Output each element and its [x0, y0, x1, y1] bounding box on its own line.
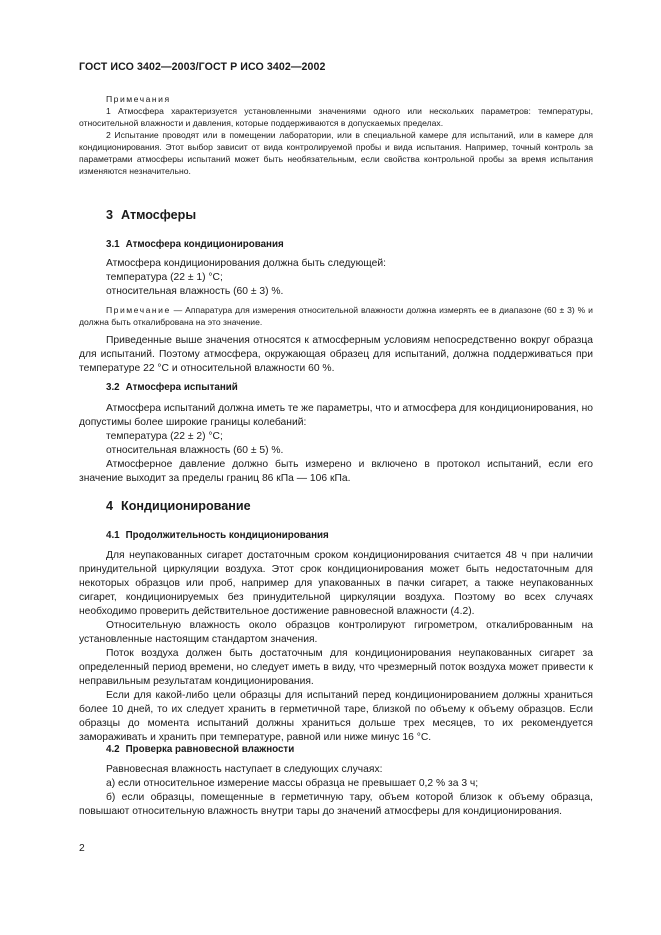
notes-title: Примечания [106, 94, 171, 104]
s41-paragraph-3: Поток воздуха должен быть достаточным для кондиционирования неупакованных сигарет за определенный период времени, но следует иметь в виду, что чрезмерный поток воздуха может привести к неправильным результатам кондиционирования. [79, 648, 593, 687]
s31-humidity: относительная влажность (60 ± 3) %. [106, 286, 284, 297]
document-header: ГОСТ ИСО 3402—2003/ГОСТ Р ИСО 3402—2002 [79, 61, 326, 73]
page-number: 2 [79, 843, 85, 854]
subsection-3-1-heading [106, 239, 284, 250]
s31-intro: Атмосфера кондиционирования должна быть следующей: [106, 258, 386, 269]
subsection-4-1-title: Продолжительность кондиционирования [125, 530, 329, 541]
section-4-title: Кондиционирование [121, 499, 251, 513]
section-3-title: Атмосферы [121, 208, 197, 222]
subsection-4-1-body [79, 549, 593, 745]
s42-item-a: а) если относительное измерение массы образца не превышает 0,2 % за 3 ч; [106, 778, 479, 789]
s31-temperature: температура (22 ± 1) °С; [106, 272, 223, 283]
note-1: 1 Атмосфера характеризуется установленными значениями одного или нескольких параметров: температуры, относительной влажности и давления, которые поддерживаются в допускаемых пределах. [79, 106, 593, 128]
subsection-4-2-body [79, 763, 593, 819]
notes-block [79, 93, 593, 177]
s41-paragraph-1: Для неупакованных сигарет достаточным сроком кондиционирования считается 48 ч при наличии принудительной циркуляции воздуха. Этот срок кондиционирования может быть недостаточным для некоторых образцов или проб, например для упакованных в пачки сигарет, а также неупакованных сигарет, кондиционируемых без принудительной циркуляции воздуха. Поэтому во всех случаях необходимо проверить действительное достижение равновесной влажности (4.2). [79, 550, 593, 617]
s32-temperature: температура (22 ± 2) °С; [106, 431, 223, 442]
subsection-3-1-body [79, 257, 593, 299]
section-4-number: 4 [106, 499, 114, 513]
subsection-4-2-title: Проверка равновесной влажности [125, 744, 295, 755]
s32-paragraph-1: Атмосфера испытаний должна иметь те же параметры, что и атмосфера для кондиционирования, но допустимы более широкие границы колебаний: [79, 403, 593, 428]
subsection-4-1-heading [106, 530, 329, 541]
subsection-3-1-title: Атмосфера кондиционирования [125, 239, 284, 250]
s42-item-b: б) если образцы, помещенные в герметичную тару, объем которой близок к объему образца, повышают относительную влажность внутри тары до значений атмосферы для кондиционирования. [79, 792, 593, 817]
s31-note-text: — Аппаратура для измерения относительной влажности должна измерять ее в диапазоне (60 ± 3) % и должна быть откалибрована на это значение. [79, 305, 593, 327]
s31-paragraph-block [79, 334, 593, 376]
s32-humidity: относительная влажность (60 ± 5) %. [106, 445, 284, 456]
section-3-number: 3 [106, 208, 114, 222]
subsection-3-2-title: Атмосфера испытаний [125, 382, 238, 393]
subsection-3-2-number: 3.2 [106, 382, 120, 393]
s41-paragraph-4: Если для какой-либо цели образцы для испытаний перед кондиционированием должны храниться более 10 дней, то их следует хранить в герметичной таре, близкой по объему к объему образцов. Если образцы до момента испытаний должны храниться дольше трех месяцев, то их рекомендуется замораживать и хранить при температуре, равной или ниже минус 16 °С. [79, 690, 593, 743]
subsection-4-2-heading [106, 744, 294, 755]
section-3-heading [106, 208, 196, 222]
s31-note-label: Примечание [106, 305, 171, 315]
s42-intro: Равновесная влажность наступает в следующих случаях: [106, 764, 383, 775]
s41-paragraph-2: Относительную влажность около образцов контролируют гигрометром, откалиброванным на установленные настоящим стандартом значения. [79, 620, 593, 645]
s32-paragraph-2: Атмосферное давление должно быть измерено и включено в протокол испытаний, если его значение выходит за пределы границ 86 кПа — 106 кПа. [79, 459, 593, 484]
s31-paragraph: Приведенные выше значения относятся к атмосферным условиям непосредственно вокруг образца для испытаний. Поэтому атмосфера, окружающая образец для испытаний, должна поддерживаться при температуре 22 °С и относительной влажности 60 %. [79, 335, 593, 374]
note-2: 2 Испытание проводят или в помещении лаборатории, или в специальной камере для испытаний, или в камере для кондиционирования. Этот выбор зависит от вида контролируемой пробы и вида испытания. Например, точный контроль за параметрами атмосферы испытаний может быть необязательным, если свойства контрольной пробы за время испытания изменяются незначительно. [79, 130, 593, 176]
subsection-3-2-heading [106, 382, 238, 393]
subsection-3-1-number: 3.1 [106, 239, 120, 250]
s31-note [79, 304, 593, 328]
subsection-4-2-number: 4.2 [106, 744, 120, 755]
subsection-4-1-number: 4.1 [106, 530, 120, 541]
section-4-heading [106, 499, 251, 513]
subsection-3-2-body [79, 402, 593, 486]
